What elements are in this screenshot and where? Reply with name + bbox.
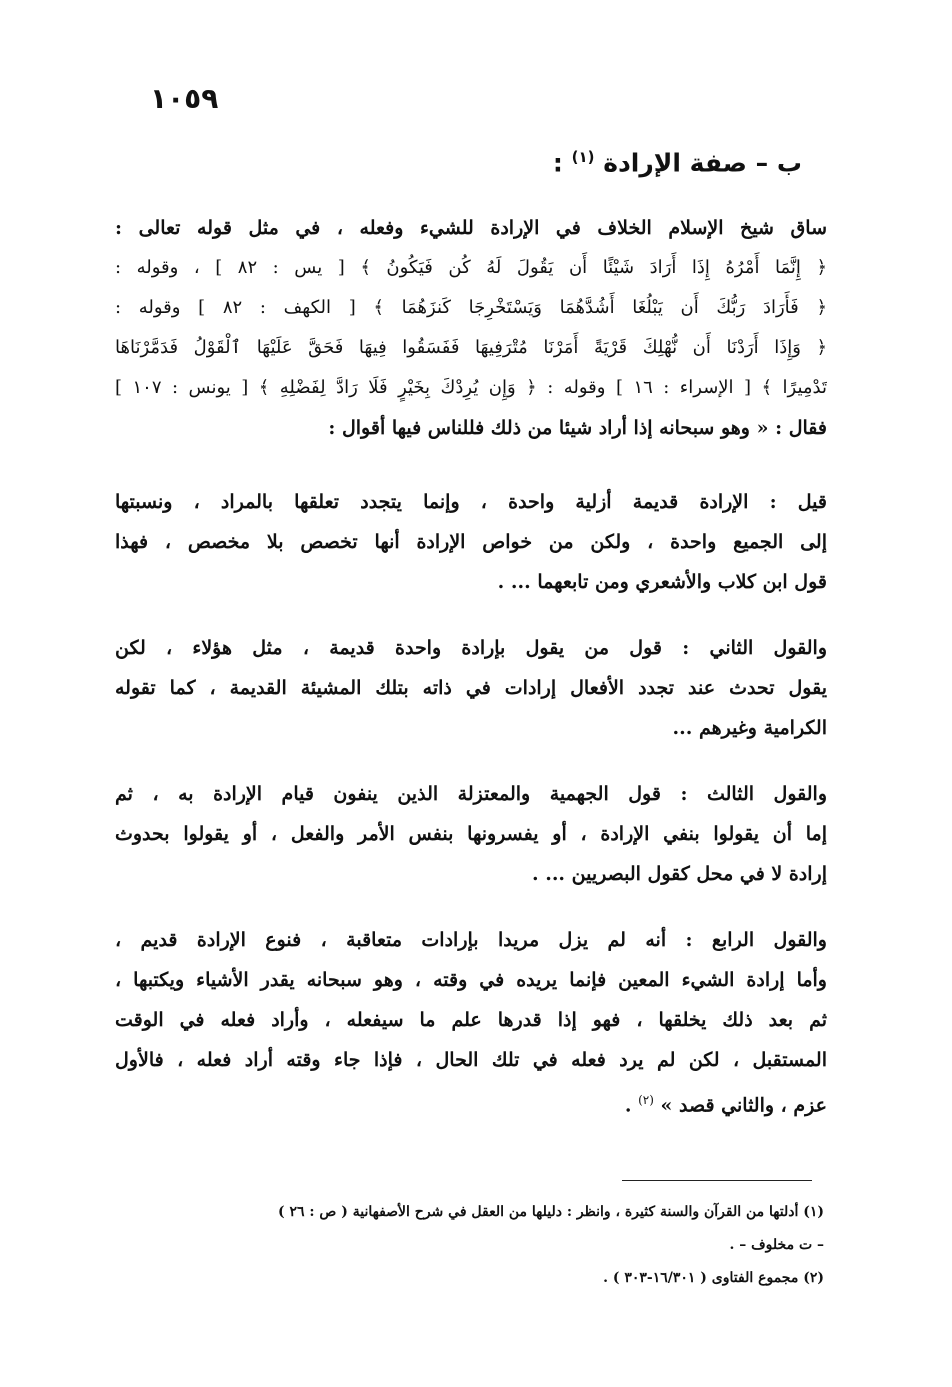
footnote-separator [622,1180,812,1181]
text-fragment: . [624,1094,632,1117]
text-line: إما أن يقولوا بنفي الإرادة ، أو يفسرونها بنفس الأمر والفعل ، أو يقولوا بحدوث [115,823,827,845]
quran-verse-line: ﴿ فَأَرَادَ رَبُّكَ أَن يَبْلُغَا أَشُدَّهُمَا وَيَسْتَخْرِجَا كَنزَهُمَا ﴾ [ الكهف : ٨٢ ] وقوله : [115,297,827,318]
text-line [115,1080,827,1120]
footnotes [115,1196,824,1295]
text-line: يقول تحدث عند تجدد الأفعال إرادات في ذاته بتلك المشيئة القديمة ، كما تقوله [115,677,827,699]
text-fragment: عزم ، والثاني قصد » [660,1094,827,1117]
page-number: ١٠٥٩ [150,82,219,115]
text-line: والقول الثالث : قول الجهمية والمعتزلة الذين ينفون قيام الإرادة به ، ثم [115,783,827,805]
paragraph-fourth-opinion [115,920,827,1120]
heading-footnote-mark[interactable]: (١) [571,148,595,166]
footnote-mark[interactable]: (٢) [638,1093,654,1107]
paragraph-second-opinion [115,628,827,748]
footnote-line: – ت مخلوف – . [729,1237,824,1253]
intro-line: ساق شيخ الإسلام الخلاف في الإرادة للشيء وفعله ، في مثل قوله تعالى : [115,217,827,239]
text-line: الكرامية وغيرهم ... [672,717,827,739]
footnote-line: (١) أدلتها من القرآن والسنة كثيرة ، وانظر : دليلها من العقل في شرح الأصفهانية ( ص : ٢٦ ) [277,1204,824,1220]
text-line: والقول الرابع : أنه لم يزل مريدا بإرادات متعاقبة ، فنوع الإرادة قديم ، [115,929,827,951]
paragraph-third-opinion [115,774,827,894]
quran-verse-line: ﴿ وَإِذَا أَرَدْنَا أَن نُّهْلِكَ قَرْيَةً أَمَرْنَا مُتْرَفِيهَا فَفَسَقُوا فِيهَا فَحَقَّ عَلَيْهَا ٱلْقَوْلُ فَدَمَّرْنَاهَا [115,337,827,358]
text-line: إرادة لا في محل كقول البصريين ... . [531,863,827,885]
text-line: إلى الجميع واحدة ، ولكن من خواص الإرادة أنها تخصص بلا مخصص ، فهذا [115,531,827,553]
text-line: ثم بعد ذلك يخلقها ، فهو إذا قدرها علم ما سيفعله ، وأراد فعله في الوقت [115,1009,827,1031]
text-line: المستقبل ، لكن لم يرد فعله في تلك الحال ، فإذا جاء وقته أراد فعله ، فالأول [115,1049,827,1071]
heading-colon: : [552,148,563,178]
text-line: وأما إرادة الشيء المعين فإنما يريده في وقته ، وهو سبحانه يقدر الأشياء ويكتبها ، [115,969,827,991]
quran-verse-line: ﴿ إِنَّمَا أَمْرُهُ إِذَا أَرَادَ شَيْئًا أَن يَقُولَ لَهُ كُن فَيَكُونُ ﴾ [ يس : ٨٢ ] ، وقوله : [115,257,827,278]
quran-verse-line: تَدْمِيرًا ﴾ [ الإسراء : ١٦ ] وقوله : ﴿ وَإِن يُرِدْكَ بِخَيْرٍ فَلَا رَادَّ لِفَضْلِهِ ﴾ [ يونس : ١٠٧ ] [115,377,827,398]
footnote-line: (٢) مجموع الفتاوى ( ١٦/٣٠١-٣٠٣ ) . [603,1270,824,1286]
heading-text: ب – صفة الإرادة [603,148,802,178]
intro-line: فقال : « وهو سبحانه إذا أراد شيئا من ذلك فللناس فيها أقوال : [328,417,827,439]
text-line: قول ابن كلاب والأشعري ومن تابعهما ... . [497,571,827,593]
intro-paragraph [115,208,827,448]
text-line: والقول الثاني : قول من يقول بإرادة واحدة قديمة ، مثل هؤلاء ، لكن [115,637,827,659]
section-heading [553,148,802,177]
paragraph-first-opinion [115,482,827,602]
text-line: قيل : الإرادة قديمة أزلية واحدة ، وإنما يتجدد تعلقها بالمراد ، ونسبتها [115,491,827,513]
